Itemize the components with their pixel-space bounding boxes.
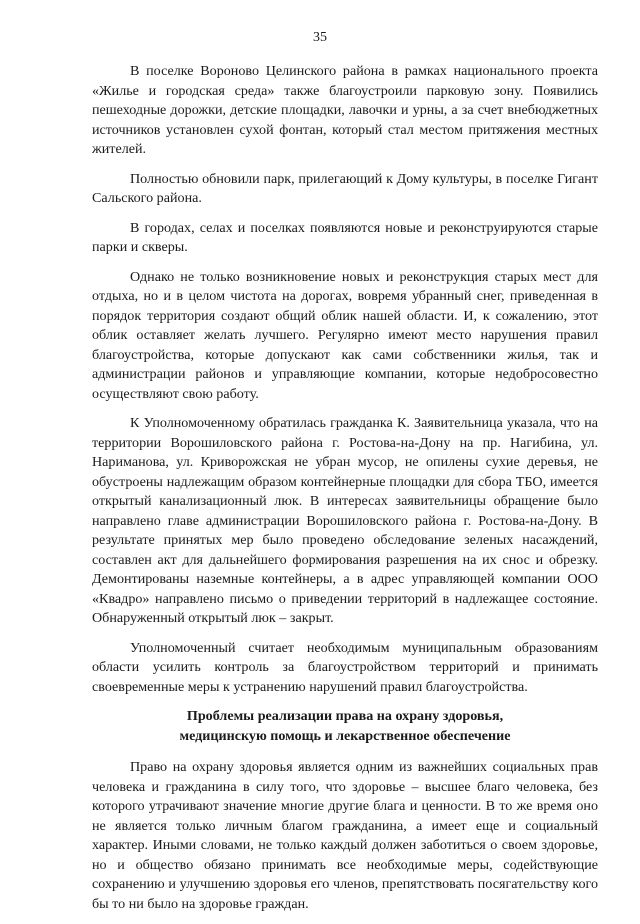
paragraph-new-parks: В городах, селах и поселках появляются новые и реконструируются старые парки и скверы. bbox=[92, 219, 598, 255]
paragraph-right-to-health: Право на охрану здоровья является одним из важнейших социальных прав человека и гражданина в силу того, что здоровье – высшее благо человека, без которого утрачивают значение многие другие блага и ценности. В то же время оно не является только личным благом гражданина, а имеет еще и социальный характер. Иными словами, не только каждый должен заботиться о своем здоровье, но и общество обязано принимать все необходимые меры, содействующие сохранению и улучшению здоровья его членов, препятствовать посягательству кого бы то ни было на здоровье граждан. bbox=[92, 759, 598, 912]
paragraph-gigant-park: Полностью обновили парк, прилегающий к Дому культуры, в поселке Гигант Сальского района. bbox=[92, 170, 598, 206]
section-heading-line-1: Проблемы реализации права на охрану здоровья, bbox=[186, 708, 504, 724]
section-heading bbox=[92, 707, 598, 746]
section-heading-line-2: медицинскую помощь и лекарственное обеспечение bbox=[179, 727, 511, 744]
paragraph-improvement-violations: Однако не только возникновение новых и реконструкция старых мест для отдыха, но и в целом чистота на дорогах, вовремя убранный снег, приведенная в порядок территория создают общий облик нашей области. И, к сожалению, этот облик оставляет желать лучшего. Регулярно имеют место нарушения правил благоустройства, которые допускают как сами собственники жилья, так и администрации районов и управляющие компании, которые недобросовестно осуществляют свою работу. bbox=[92, 268, 598, 402]
page-number: 35 bbox=[313, 30, 327, 45]
paragraph-voronovo-park: В поселке Вороново Целинского района в рамках национального проекта «Жилье и городская среда» также благоустроили парковую зону. Появились пешеходные дорожки, детские площадки, лавочки и урны, а за счет внебюджетных источников установлен сухой фонтан, который стал местом притяжения местных жителей. bbox=[92, 63, 598, 157]
document-body bbox=[92, 62, 598, 924]
paragraph-ombudsman-conclusion: Уполномоченный считает необходимым муниципальным образованиям области усилить контроль за благоустройством территорий и принимать своевременные меры к устранению нарушений правил благоустройства. bbox=[92, 639, 598, 695]
paragraph-citizen-complaint: К Уполномоченному обратилась гражданка К. Заявительница указала, что на территории Ворошиловского района г. Ростова-на-Дону на пр. Нагибина, ул. Нариманова, ул. Криворожская не убран мусор, не опилены сухие деревья, не обустроены надлежащим образом контейнерные площадки для сбора ТБО, имеется открытый канализационный люк. В интересах заявительницы обращение было направлено главе администрации Ворошиловского района г. Ростова-на-Дону. В результате принятых мер было проведено обследование зеленых насаждений, составлен акт для дальнейшего формирования разрешения на их снос и обрезку. Демонтированы наземные контейнеры, а в адрес управляющей компании ООО «Квадро» направлено письмо о приведении территорий в надлежащее состояние. Обнаруженный открытый люк – закрыт. bbox=[92, 415, 598, 626]
